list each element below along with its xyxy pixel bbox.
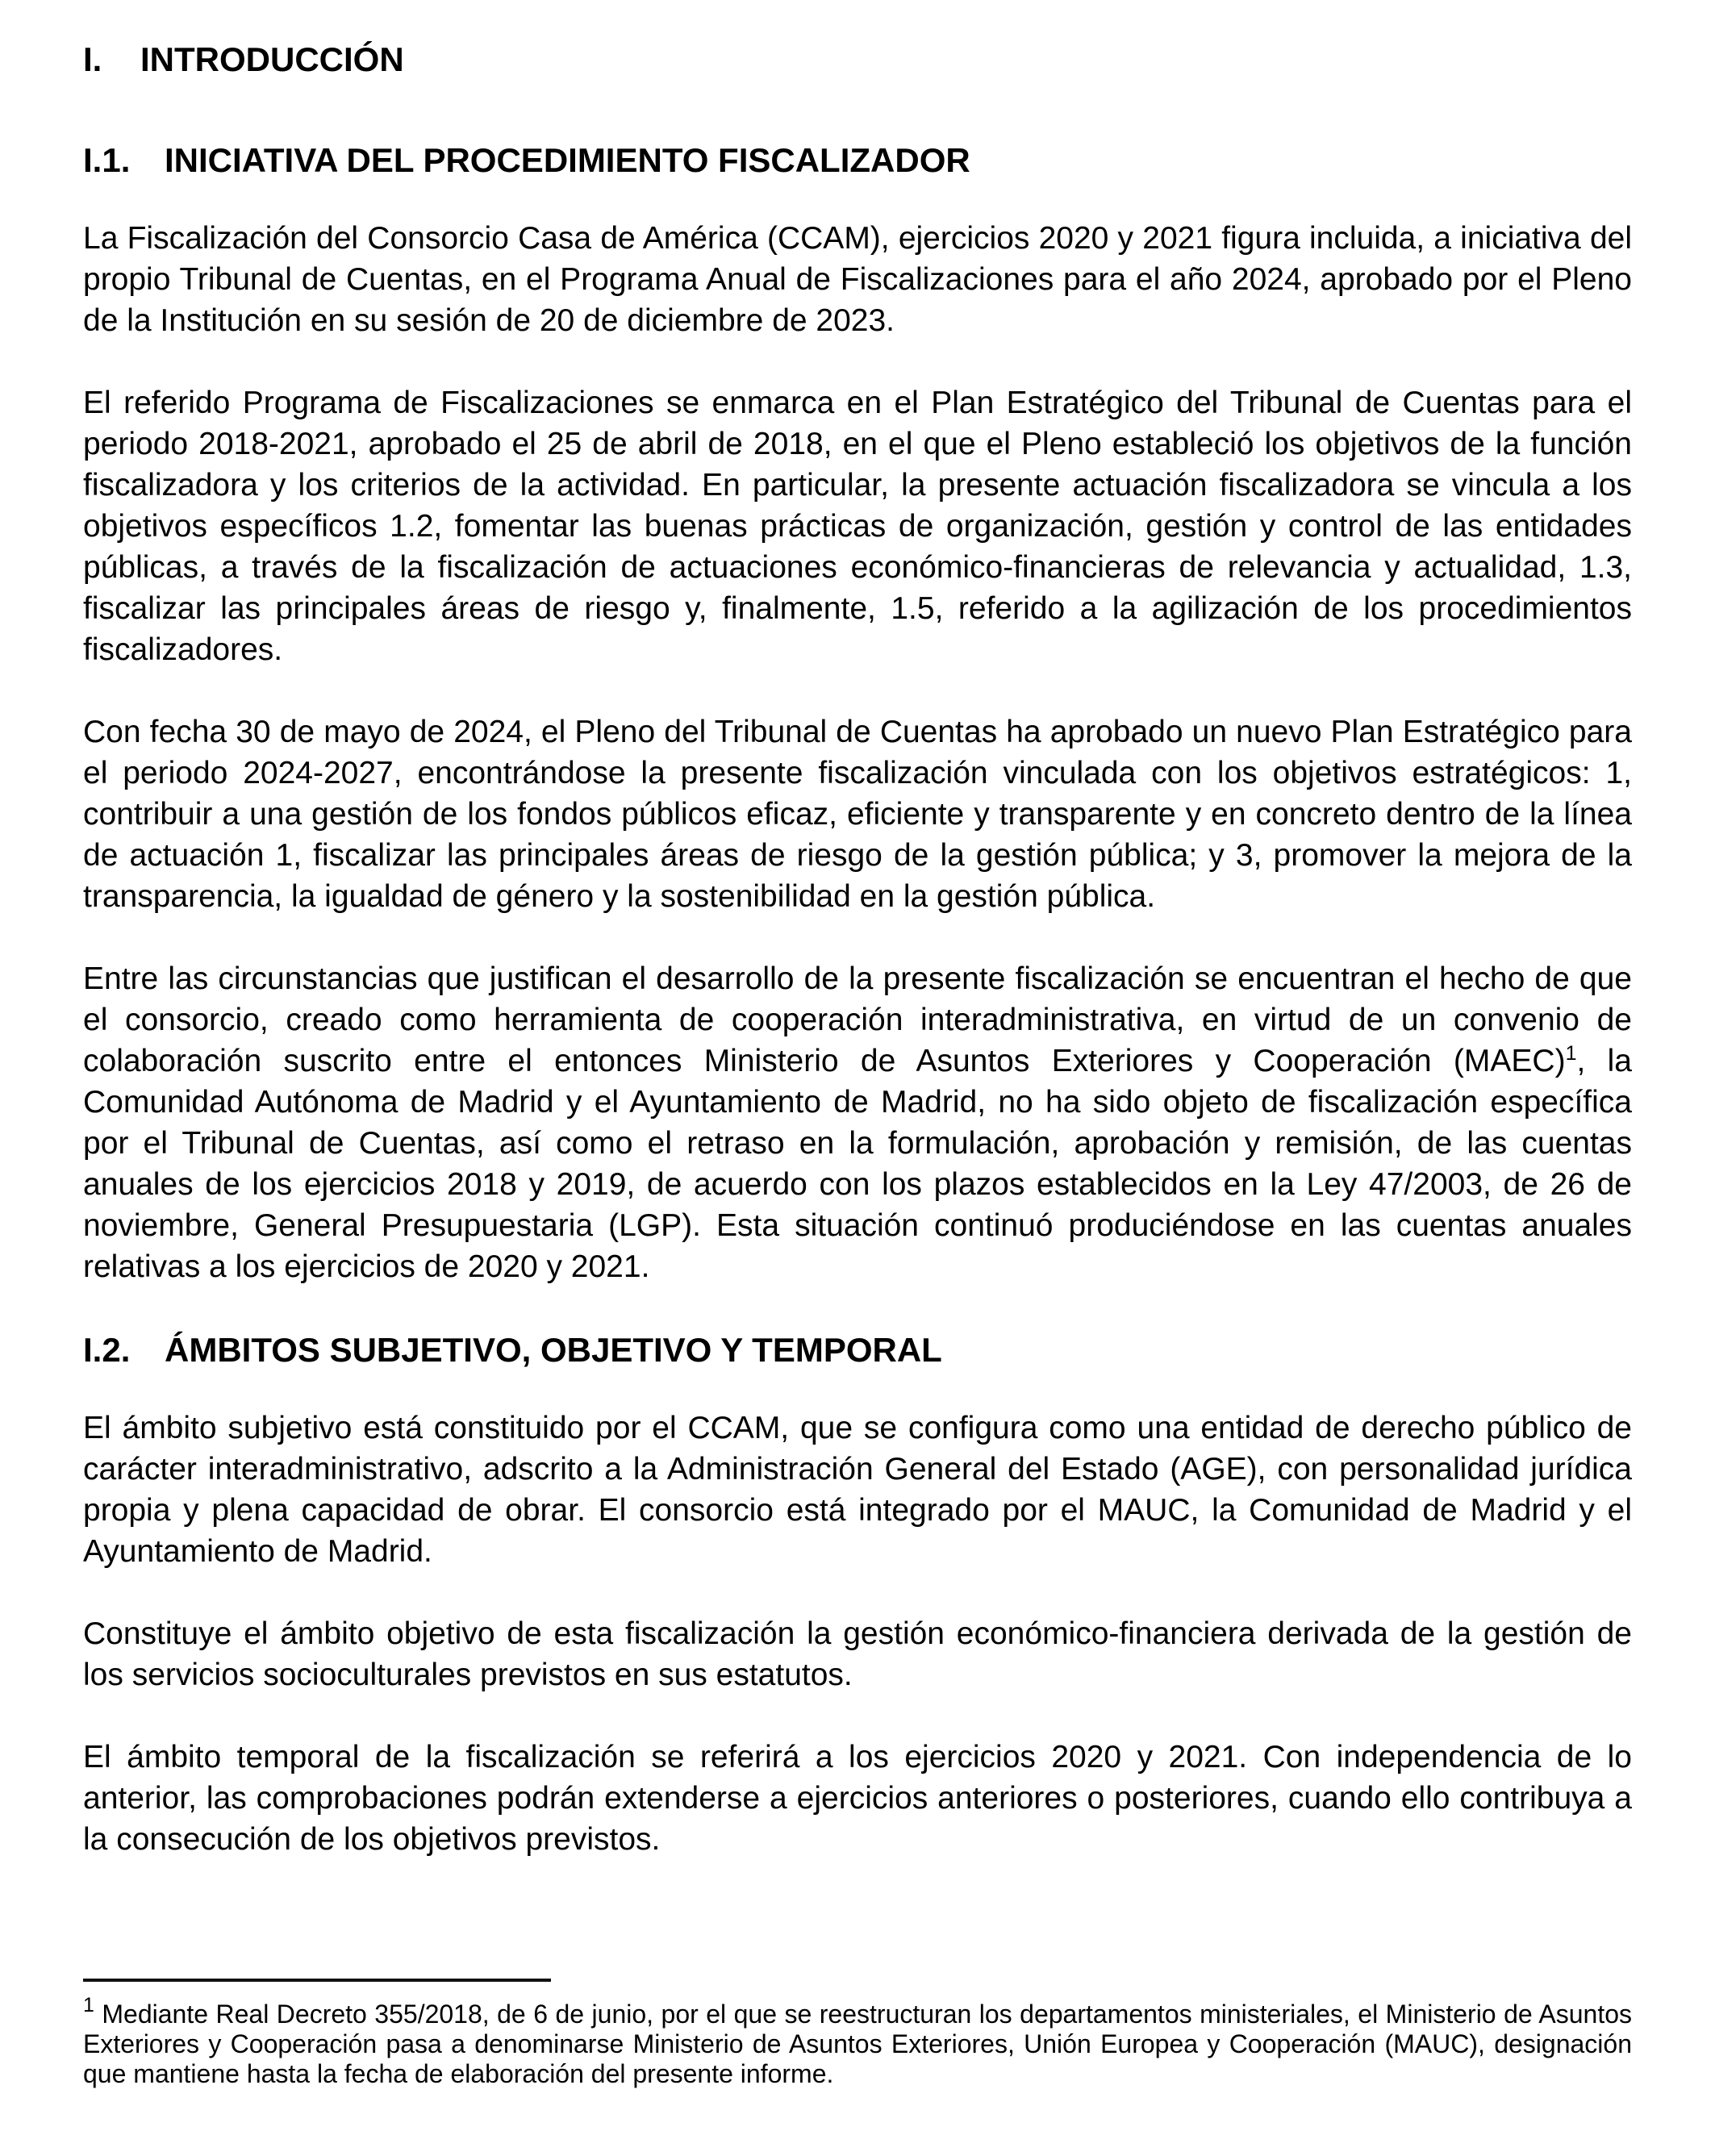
- paragraph-programa-fiscalizaciones: El referido Programa de Fiscalizaciones se enmarca en el Plan Estratégico del Tribunal de Cuentas para el periodo 2018-2021, aprobado el 25 de abril de 2018, en el que el Pleno estableció los objetivos de la función fiscalizadora y los criterios de la actividad. En particular, la presente actuación fiscalizadora se vincula a los objetivos específicos 1.2, fomentar las buenas prácticas de organización, gestión y control de las entidades públicas, a través de la fiscalización de actuaciones económico-financieras de relevancia y actualidad, 1.3, fiscalizar las principales áreas de riesgo y, finalmente, 1.5, referido a la agilización de los procedimientos fiscalizadores.: [83, 386, 1632, 667]
- heading-title: INTRODUCCIÓN: [140, 40, 404, 78]
- paragraph-text: Entre las circunstancias que justifican el desarrollo de la presente fiscalización se encuentran el hecho de que el consorcio, creado como herramienta de cooperación interadministrativa, en virtud de un convenio de colaboración suscrito entre el entonces Ministerio de Asuntos Exteriores y Cooperación (MAEC): [83, 961, 1632, 1078]
- paragraph-ambito-objetivo: Constituye el ámbito objetivo de esta fiscalización la gestión económico-financiera derivada de la gestión de los servicios socioculturales previstos en sus estatutos.: [83, 1616, 1632, 1692]
- paragraph-plan-estrategico-2024: Con fecha 30 de mayo de 2024, el Pleno del Tribunal de Cuentas ha aprobado un nuevo Plan Estratégico para el periodo 2024-2027, encontrándose la presente fiscalización vinculada con los objetivos estratégicos: 1, contribuir a una gestión de los fondos públicos eficaz, eficiente y transparente y en concreto dentro de la línea de actuación 1, fiscalizar las principales áreas de riesgo de la gestión pública; y 3, promover la mejora de la transparencia, la igualdad de género y la sostenibilidad en la gestión pública.: [83, 715, 1632, 914]
- heading-section-1-2: [83, 1329, 1632, 1370]
- heading-introduccion: [83, 39, 1632, 80]
- paragraph-fiscalizacion-ccam: La Fiscalización del Consorcio Casa de América (CCAM), ejercicios 2020 y 2021 figura incluida, a iniciativa del propio Tribunal de Cuentas, en el Programa Anual de Fiscalizaciones para el año 2024, aprobado por el Pleno de la Institución en su sesión de 20 de diciembre de 2023.: [83, 221, 1632, 338]
- footnote-marker: 1: [83, 1994, 94, 2017]
- footnote-separator: [83, 1979, 551, 1982]
- heading-section-1-1: [83, 140, 1632, 181]
- paragraph-ambito-temporal: El ámbito temporal de la fiscalización se referirá a los ejercicios 2020 y 2021. Con independencia de lo anterior, las comprobaciones podrán extenderse a ejercicios anteriores o posteriores, cuando ello contribuya a la consecución de los objetivos previstos.: [83, 1740, 1632, 1857]
- footnote-reference: 1: [1565, 1042, 1577, 1065]
- paragraph-text: , la Comunidad Autónoma de Madrid y el Ayuntamiento de Madrid, no ha sido objeto de fiscalización específica por el Tribunal de Cuentas, así como el retraso en la formulación, aprobación y remisión, de las cuentas anuales de los ejercicios 2018 y 2019, de acuerdo con los plazos establecidos en la Ley 47/2003, de 26 de noviembre, General Presupuestaria (LGP). Esta situación continuó produciéndose en las cuentas anuales relativas a los ejercicios de 2020 y 2021.: [83, 1044, 1632, 1284]
- footnote-text: Mediante Real Decreto 355/2018, de 6 de junio, por el que se reestructuran los departamentos ministeriales, el Ministerio de Asuntos Exteriores y Cooperación pasa a denominarse Ministerio de Asuntos Exteriores, Unión Europea y Cooperación (MAUC), designación que mantiene hasta la fecha de elaboración del presente informe.: [83, 2000, 1632, 2088]
- heading-title: INICIATIVA DEL PROCEDIMIENTO FISCALIZADOR: [165, 141, 970, 179]
- heading-number: I.2.: [83, 1331, 131, 1369]
- footnote: [83, 1994, 1632, 2089]
- heading-number: I.: [83, 40, 102, 78]
- heading-number: I.1.: [83, 141, 131, 179]
- paragraph-ambito-subjetivo: El ámbito subjetivo está constituido por el CCAM, que se configura como una entidad de derecho público de carácter interadministrativo, adscrito a la Administración General del Estado (AGE), con personalidad jurídica propia y plena capacidad de obrar. El consorcio está integrado por el MAUC, la Comunidad de Madrid y el Ayuntamiento de Madrid.: [83, 1411, 1632, 1569]
- heading-title: ÁMBITOS SUBJETIVO, OBJETIVO Y TEMPORAL: [165, 1331, 942, 1369]
- paragraph-circunstancias: [83, 958, 1632, 1287]
